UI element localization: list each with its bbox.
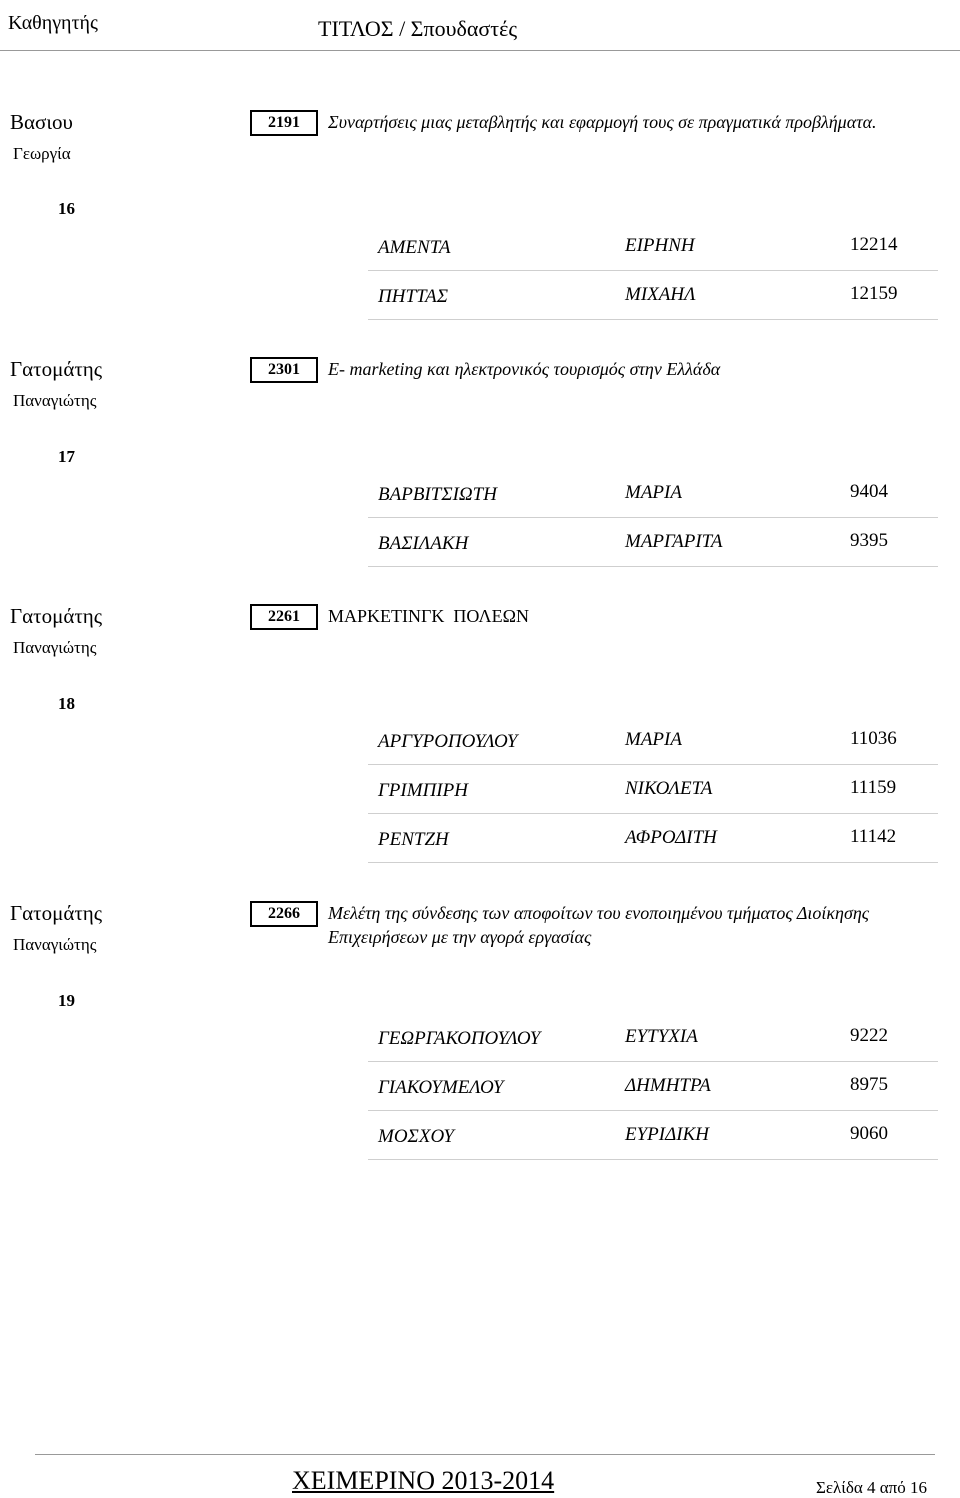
- supervisor-last-name: Βασιου: [10, 110, 73, 134]
- student-last-name: ΑΡΓΥΡΟΠΟΥΛΟΥ: [378, 731, 518, 752]
- student-id: 12159: [850, 283, 898, 304]
- entry-number: 18: [58, 694, 75, 713]
- supervisor-first-name: Παναγιώτης: [13, 391, 97, 410]
- student-id: 11142: [850, 826, 897, 847]
- student-first-name: ΕΥΡΙΔΙΚΗ: [625, 1124, 709, 1145]
- footer-term: ΧΕΙΜΕΡΙΝΟ 2013-2014: [292, 1466, 555, 1495]
- student-last-name: ΓΡΙΜΠΙΡΗ: [378, 780, 468, 801]
- student-last-name: ΒΑΡΒΙΤΣΙΩΤΗ: [378, 484, 497, 505]
- header-divider: [0, 50, 960, 51]
- supervisor-first-name: Παναγιώτης: [13, 638, 97, 657]
- entry-number: 17: [58, 447, 75, 466]
- student-last-name: ΒΑΣΙΛΑΚΗ: [378, 533, 469, 554]
- student-id: 12214: [850, 234, 898, 255]
- thesis-title: ΜΑΡΚΕΤΙΝΓΚ ΠΟΛΕΩΝ: [328, 606, 529, 626]
- student-id: 11159: [850, 777, 897, 798]
- student-row: [368, 764, 938, 814]
- student-row: [368, 1012, 938, 1062]
- student-id: 8975: [850, 1074, 888, 1095]
- student-row: [368, 270, 938, 320]
- supervisor-last-name: Γατομάτης: [10, 901, 103, 925]
- student-first-name: ΑΦΡΟΔΙΤΗ: [625, 827, 717, 848]
- student-first-name: ΜΑΡΙΑ: [625, 729, 682, 750]
- student-id: 9060: [850, 1123, 888, 1144]
- student-first-name: ΕΙΡΗΝΗ: [625, 235, 695, 256]
- entry-number: 19: [58, 991, 75, 1010]
- supervisor-last-name: Γατομάτης: [10, 604, 103, 628]
- supervisor-last-name: Γατομάτης: [10, 357, 103, 381]
- student-first-name: ΜΑΡΙΑ: [625, 482, 682, 503]
- student-first-name: ΔΗΜΗΤΡΑ: [625, 1075, 711, 1096]
- student-last-name: ΠΗΤΤΑΣ: [378, 286, 449, 307]
- student-first-name: ΜΙΧΑΗΛ: [625, 284, 696, 305]
- thesis-title: Συναρτήσεις μιας μεταβλητής και εφαρμογή τους σε πραγματικά προβλήματα.: [328, 112, 877, 132]
- header-title-label: ΤΙΤΛΟΣ / Σπουδαστές: [318, 16, 518, 41]
- header-supervisor-label: Καθηγητής: [8, 12, 98, 34]
- student-first-name: ΝΙΚΟΛΕΤΑ: [625, 778, 713, 799]
- supervisor-first-name: Παναγιώτης: [13, 935, 97, 954]
- supervisor-first-name: Γεωργία: [13, 144, 71, 163]
- student-first-name: ΕΥΤΥΧΙΑ: [625, 1026, 698, 1047]
- student-id: 9222: [850, 1025, 888, 1046]
- student-first-name: ΜΑΡΓΑΡΙΤΑ: [625, 531, 723, 552]
- student-row: [368, 813, 938, 863]
- student-row: [368, 468, 938, 518]
- footer-divider: [35, 1454, 935, 1455]
- student-row: [368, 1110, 938, 1160]
- thesis-code: 2261: [250, 604, 318, 630]
- footer-page-number: Σελίδα 4 από 16: [816, 1478, 928, 1497]
- student-last-name: ΑΜΕΝΤΑ: [378, 237, 451, 258]
- student-last-name: ΜΟΣΧΟΥ: [378, 1126, 454, 1147]
- entry-number: 16: [58, 199, 75, 218]
- student-id: 11036: [850, 728, 897, 749]
- student-id: 9404: [850, 481, 888, 502]
- student-row: [368, 221, 938, 271]
- thesis-title: E- marketing και ηλεκτρονικός τουρισμός στην Ελλάδα: [328, 359, 721, 379]
- student-last-name: ΓΙΑΚΟΥΜΕΛΟΥ: [378, 1077, 504, 1098]
- student-row: [368, 715, 938, 765]
- student-last-name: ΡΕΝΤΖΗ: [378, 829, 449, 850]
- thesis-code: 2301: [250, 357, 318, 383]
- thesis-code: 2266: [250, 901, 318, 927]
- student-id: 9395: [850, 530, 888, 551]
- thesis-code: 2191: [250, 110, 318, 136]
- student-last-name: ΓΕΩΡΓΑΚΟΠΟΥΛΟΥ: [378, 1028, 541, 1049]
- thesis-title: Μελέτη της σύνδεσης των αποφοίτων του ενοποιημένου τμήματος Διοίκησης Επιχειρήσεων με την αγορά εργασίας: [328, 903, 870, 947]
- student-row: [368, 517, 938, 567]
- student-row: [368, 1061, 938, 1111]
